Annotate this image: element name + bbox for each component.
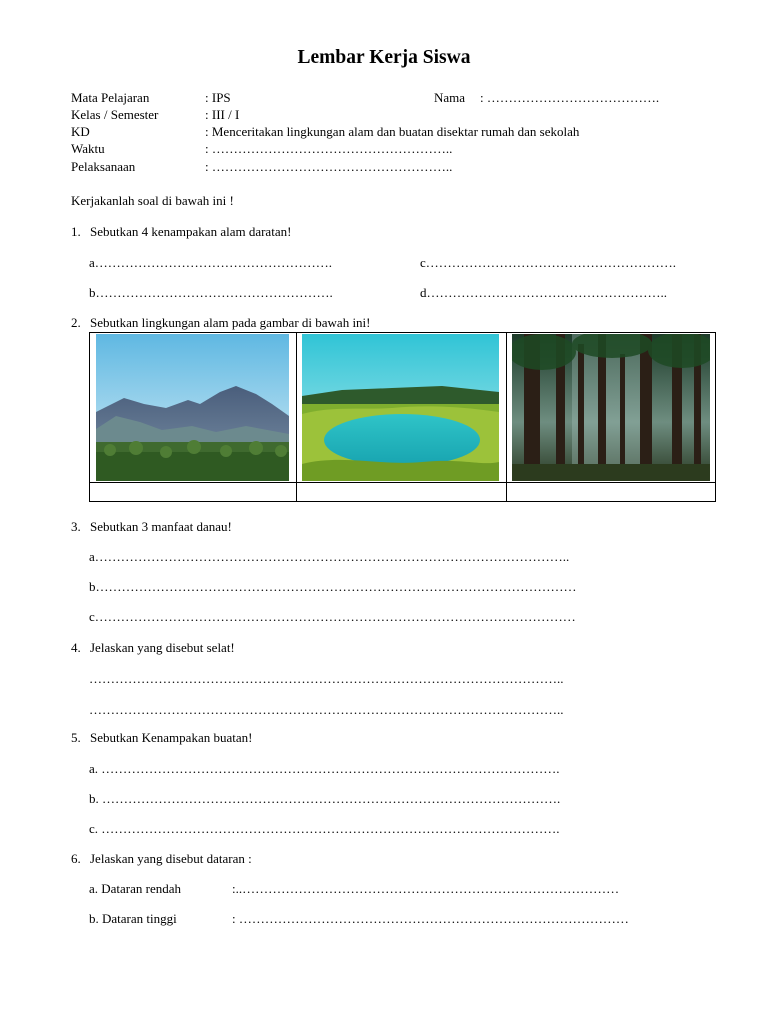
q4-answer-line-1[interactable]: ……………………………………………………………………………………………….. <box>89 671 564 686</box>
impl-label: Pelaksanaan <box>71 159 136 174</box>
q4-text: Jelaskan yang disebut selat! <box>90 640 235 655</box>
instruction: Kerjakanlah soal di bawah ini ! <box>71 193 234 208</box>
q1-text: Sebutkan 4 kenampakan alam daratan! <box>90 224 292 239</box>
kd-label: KD <box>71 124 90 139</box>
q6-a-label: a. Dataran rendah <box>89 881 182 896</box>
q5-answer-a[interactable]: a. ……………………………………………………………………………………………. <box>89 761 560 776</box>
image-table <box>89 332 716 502</box>
q6-b-label: b. Dataran tinggi <box>89 911 177 926</box>
q4-answer-line-2[interactable]: ……………………………………………………………………………………………….. <box>89 702 564 717</box>
q3-text: Sebutkan 3 manfaat danau! <box>90 519 232 534</box>
q3-answer-c[interactable]: c………………………………………………………………………………………………… <box>89 609 576 624</box>
forest-image <box>512 334 710 481</box>
subject-value: : IPS <box>205 90 231 105</box>
q6-number: 6. <box>71 851 81 866</box>
q5-number: 5. <box>71 730 81 745</box>
q1-answer-a[interactable]: a………………………………………………. <box>89 255 333 270</box>
class-value: : III / I <box>205 107 240 122</box>
name-label: Nama <box>434 90 466 105</box>
q5-answer-b[interactable]: b. ……………………………………………………………………………………………. <box>89 791 561 806</box>
q5-answer-c[interactable]: c. ……………………………………………………………………………………………. <box>89 821 560 836</box>
class-label: Kelas / Semester <box>71 107 159 122</box>
time-field[interactable]: : ……………………………………………….. <box>205 141 453 156</box>
q3-answer-b[interactable]: b………………………………………………………………………………………………… <box>89 579 577 594</box>
time-label: Waktu <box>71 141 105 156</box>
name-field[interactable]: : …………………………………. <box>480 90 660 105</box>
q4-number: 4. <box>71 640 81 655</box>
page-title: Lembar Kerja Siswa <box>297 47 471 68</box>
q6-a-answer[interactable]: :..…………………………………………………………………………… <box>232 881 620 896</box>
mountain-image <box>96 334 289 481</box>
q1-answer-c[interactable]: c…………………………………………………. <box>420 255 677 270</box>
lake-image <box>302 334 499 481</box>
q6-b-answer[interactable]: : ……………………………………………………………………………… <box>232 911 629 926</box>
q5-text: Sebutkan Kenampakan buatan! <box>90 730 253 745</box>
q3-number: 3. <box>71 519 81 534</box>
q1-number: 1. <box>71 224 81 239</box>
q1-answer-b[interactable]: b………………………………………………. <box>89 285 333 300</box>
q6-text: Jelaskan yang disebut dataran : <box>90 851 252 866</box>
impl-field[interactable]: : ……………………………………………….. <box>205 159 453 174</box>
subject-label: Mata Pelajaran <box>71 90 150 105</box>
q3-answer-a[interactable]: a……………………………………………………………………………………………….. <box>89 549 570 564</box>
kd-value: : Menceritakan lingkungan alam dan buatan disektar rumah dan sekolah <box>205 124 580 139</box>
q2-number: 2. <box>71 315 81 330</box>
q1-answer-d[interactable]: d……………………………………………….. <box>420 285 667 300</box>
q2-text: Sebutkan lingkungan alam pada gambar di bawah ini! <box>90 315 371 330</box>
